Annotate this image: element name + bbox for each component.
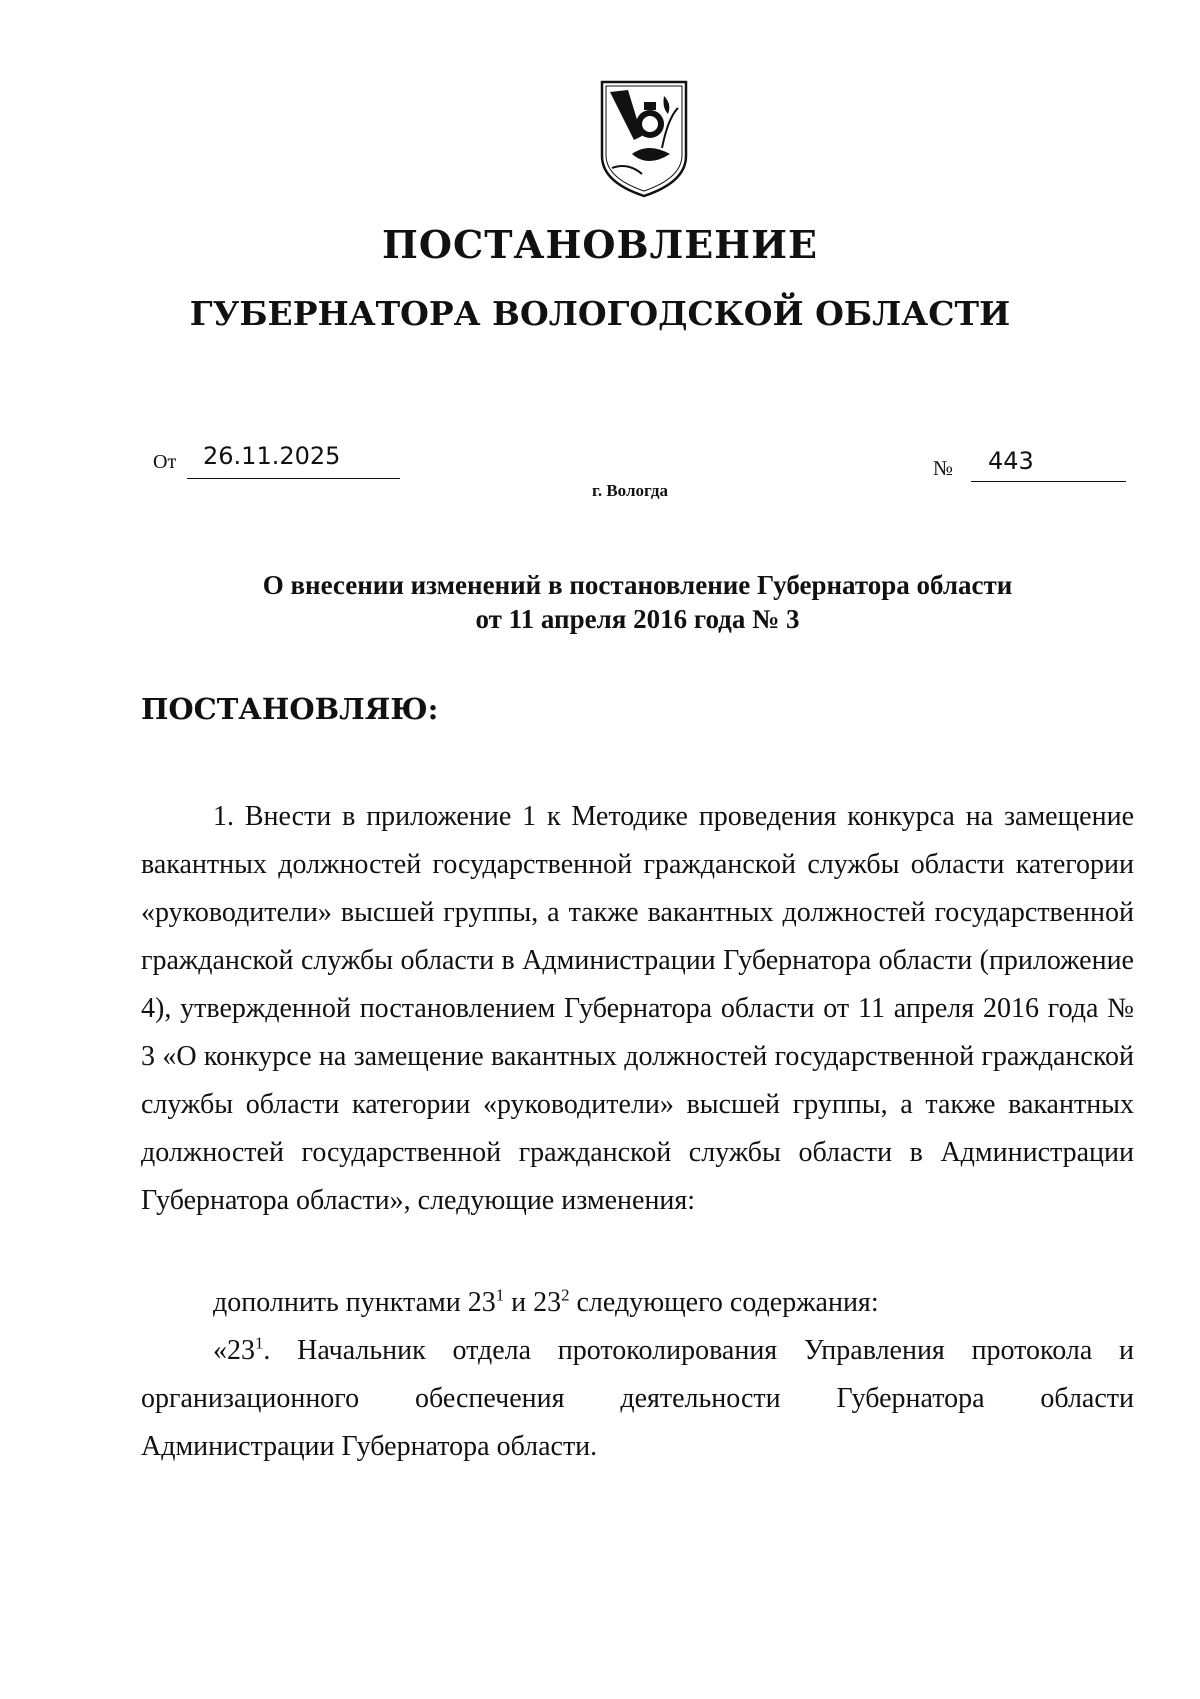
subject-line-2: от 11 апреля 2016 года № 3 [475,604,800,634]
p2-part-a: дополнить пунктами 23 [213,1287,496,1318]
p2-superscript-1: 1 [495,1285,505,1305]
issuer-title: ГУБЕРНАТОРА ВОЛОГОДСКОЙ ОБЛАСТИ [189,294,1011,333]
document-date: 26.11.2025 [203,442,341,470]
p3-part-b: . Начальник отдела протоколирования Управления протокола и организационного обеспечения деятельности Губернатора области Администрации Губернатора области. [141,1335,1134,1462]
paragraph-1-text: 1. Внести в приложение 1 к Методике проведения конкурса на замещение вакантных должностей государственной гражданской службы области категории «руководители» высшей группы, а также вакантных должностей государственной гражданской службы области в Администрации Губернатора области (приложение 4), утвержденной постановлением Губернатора области от 11 апреля 2016 года № 3 «О конкурсе на замещение вакантных должностей государственной гражданской службы области категории «руководители» высшей группы, а также вакантных должностей государственной гражданской службы области в Администрации Губернатора области», следующие изменения: [141,801,1134,1216]
body-paragraph-1 [141,793,1134,1225]
body-paragraph-2 [141,1279,1134,1471]
p2-part-b: и 23 [504,1287,562,1318]
paragraph-2-text [141,1279,1134,1327]
p3-part-a: «23 [213,1335,255,1366]
p2-part-c: следующего содержания: [569,1287,879,1318]
paragraph-3-text [141,1327,1134,1471]
p2-superscript-2: 2 [561,1285,570,1305]
document-subject [0,568,1200,636]
coat-of-arms-icon [598,78,690,200]
document-title: ПОСТАНОВЛЕНИЕ [382,222,818,267]
city: г. Вологда [592,481,668,500]
document-number: 443 [988,447,1034,475]
subject-line-1: О внесении изменений в постановление Губернатора области [262,570,1013,600]
p3-superscript: 1 [255,1333,264,1353]
decree-heading: ПОСТАНОВЛЯЮ: [141,692,439,726]
date-label: От [153,451,177,473]
number-label: № [933,456,954,480]
